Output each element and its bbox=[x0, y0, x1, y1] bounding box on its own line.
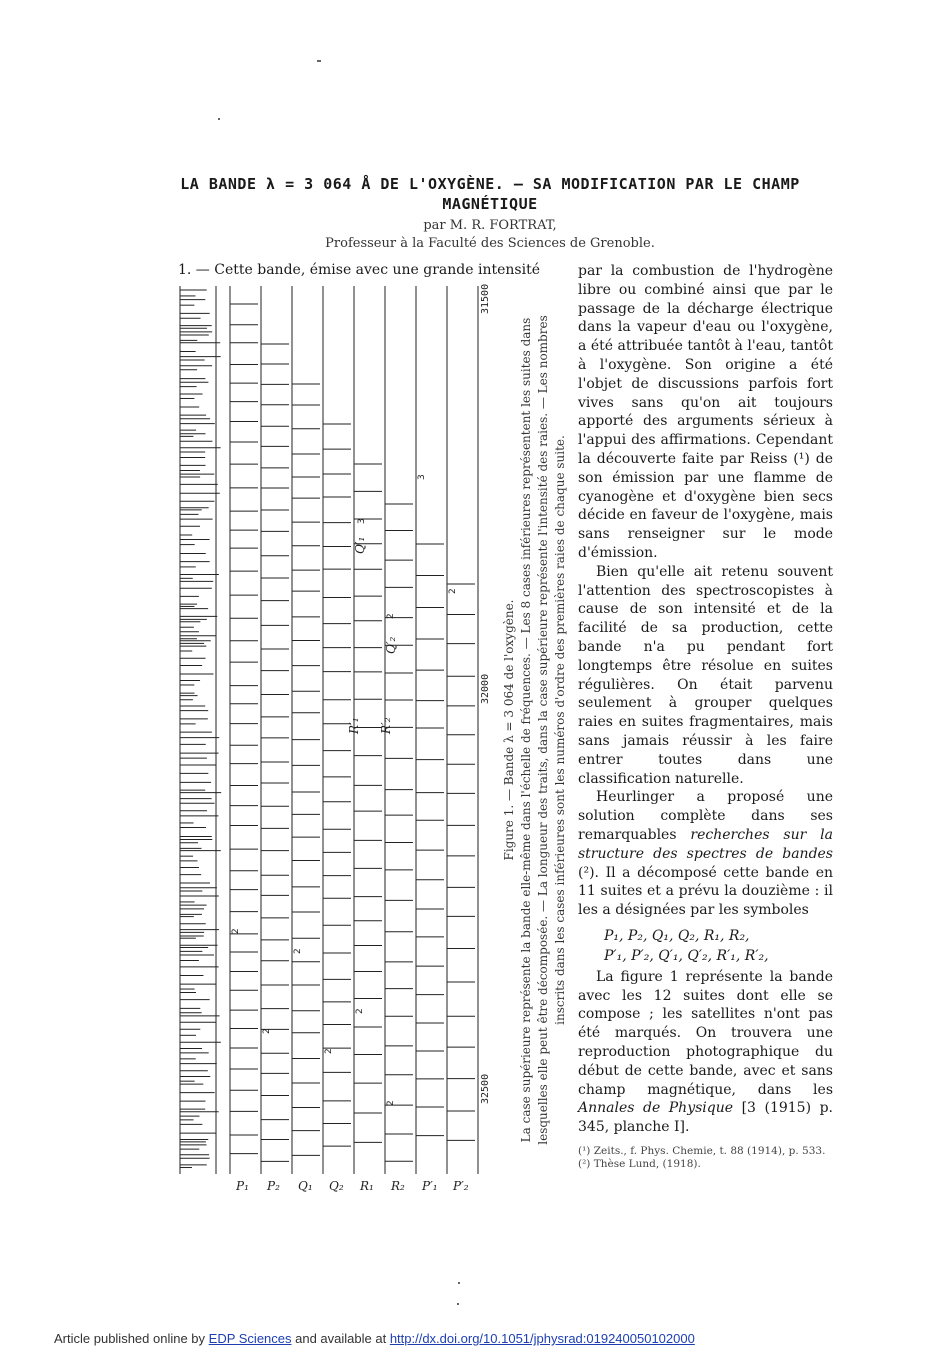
order-number-label: 2 bbox=[231, 928, 241, 934]
footnote-2: (²) Thèse Lund, (1918). bbox=[578, 1158, 701, 1171]
paragraph-1: par la combustion de l'hydrogène libre ou combiné ainsi que par le passage de la décharge électrique dans la vapeur d'eau ou l'oxygène, a été attribuée tantôt à l'eau, tantôt à l'oxygène. Son origine a été l'objet de discussions parfois fort vives sans qu'on ait toujours apporté des arguments sérieux à l'appui des affirmations. Cependant la découverte faite par Reiss (¹) de son émission par une flamme de cyanogène et d'oxygène bien secs décide en faveur de l'oxygène, mais sans renseigner sur le mode d'émission. bbox=[578, 263, 833, 561]
footer-prefix: Article published online by bbox=[54, 1331, 209, 1346]
frequency-scale-label: 32000 bbox=[480, 673, 491, 704]
article-title bbox=[100, 174, 880, 214]
paragraph-4-text-b: [3 (1915) p. 345, planche I]. bbox=[578, 1100, 834, 1136]
frequency-scale-label: 31500 bbox=[480, 284, 491, 314]
paragraph-3-italic: recherches sur la structure des spectres de bandes bbox=[578, 826, 833, 862]
order-number-label: 2 bbox=[386, 1100, 396, 1106]
footer-middle: and available at bbox=[291, 1331, 390, 1346]
series-inline-label: R′₂ bbox=[379, 717, 393, 734]
title-line-2: MAGNÉTIQUE bbox=[442, 195, 538, 213]
paragraph-3-text-b: (²). Il a décomposé cette bande en 11 suites et a prévu la douzième : il les a désignées par les symboles bbox=[578, 864, 833, 919]
paragraph-3-text-a: Heurlinger a proposé une solution complète dans ses remarquables bbox=[578, 789, 833, 843]
footnote-1: (¹) Zeits., f. Phys. Chemie, t. 88 (1914), p. 533. bbox=[578, 1145, 826, 1158]
order-number-label: 3 bbox=[357, 518, 367, 524]
series-column-label: Q₂ bbox=[329, 1179, 344, 1193]
author-byline: par M. R. FORTRAT, bbox=[423, 218, 557, 233]
publisher-link[interactable]: EDP Sciences bbox=[208, 1331, 292, 1346]
footer bbox=[54, 1331, 695, 1346]
symbols-line-2: P′₁, P′₂, Q′₁, Q′₂, R′₁, R′₂, bbox=[604, 947, 769, 964]
series-inline-label: R′₁ bbox=[347, 717, 361, 734]
doi-link[interactable]: http://dx.doi.org/10.1051/jphysrad:019240050102000 bbox=[389, 1331, 695, 1346]
band-figure bbox=[150, 284, 500, 1204]
frequency-scale-label: 32500 bbox=[480, 1073, 491, 1104]
order-number-label: 3 bbox=[417, 474, 427, 480]
paragraph-3 bbox=[578, 788, 833, 920]
series-column-label: P₁ bbox=[236, 1179, 249, 1193]
series-inline-label: Q′₁ bbox=[353, 536, 367, 554]
paragraph-2: Bien qu'elle ait retenu souvent l'attention des spectroscopistes à cause de son intensité et de la facilité de sa production, cette bande n'a pu pendant fort longtemps être résolue en suites régulières. On était parvenu seulement à grouper quelques raies en suites fragmentaires, mais sans jamais réussir à les faire entrer toutes dans une classification naturelle. bbox=[578, 563, 833, 787]
figure-caption-body: La case supérieure représente la bande elle-même dans l'échelle de fréquences. — Les 8 cases inférieures représentent les suites dans lesquelles elle peut être décomposée. — La longueur des traits, dans la case supérieure représente l'intensité des raies. — Les nombres inscrits dans les cases inférieures sont les numéros d'ordre des premières raies de chaque suite. bbox=[519, 315, 567, 1145]
paragraph-4-italic: Annales de Physique bbox=[578, 1100, 734, 1117]
figure-caption-title: Figure 1. — Bande λ = 3 064 de l'oxygène. bbox=[502, 599, 516, 861]
title-line-1: LA BANDE λ = 3 064 Å DE L'OXYGÈNE. — SA MODIFICATION PAR LE CHAMP bbox=[180, 175, 800, 193]
series-column-label: R₂ bbox=[391, 1179, 405, 1193]
paragraph-4 bbox=[578, 968, 833, 1137]
body-column bbox=[578, 262, 833, 1171]
order-number-label: 2 bbox=[262, 1028, 272, 1034]
intro-line: 1. — Cette bande, émise avec une grande intensité bbox=[178, 262, 540, 278]
symbols-line-1: P₁, P₂, Q₁, Q₂, R₁, R₂, bbox=[604, 927, 750, 944]
series-column-label: P′₁ bbox=[422, 1179, 438, 1193]
order-number-label: 2 bbox=[448, 588, 458, 594]
series-column-label: P′₂ bbox=[453, 1179, 469, 1193]
series-column-label: P₂ bbox=[267, 1179, 280, 1193]
figure-caption bbox=[500, 290, 570, 1170]
author-affiliation: Professeur à la Faculté des Sciences de Grenoble. bbox=[325, 236, 655, 251]
series-column-label: Q₁ bbox=[298, 1179, 313, 1193]
series-column-label: R₁ bbox=[360, 1179, 374, 1193]
symbol-list bbox=[604, 926, 833, 966]
paragraph-4-text-a: La figure 1 représente la bande avec les 12 suites dont elle se compose ; les satellites n'ont pas été marqués. On trouvera une reproduction photographique du début de cette bande, avec et sans champ magnétique, dans les bbox=[578, 968, 833, 1098]
series-inline-label: Q′₂ bbox=[384, 636, 398, 654]
order-number-label: 2 bbox=[324, 1048, 334, 1054]
order-number-label: 2 bbox=[293, 948, 303, 954]
order-number-label: 2 bbox=[386, 613, 396, 619]
order-number-label: 2 bbox=[355, 1008, 365, 1014]
figure-caption-rotated bbox=[501, 295, 569, 1165]
